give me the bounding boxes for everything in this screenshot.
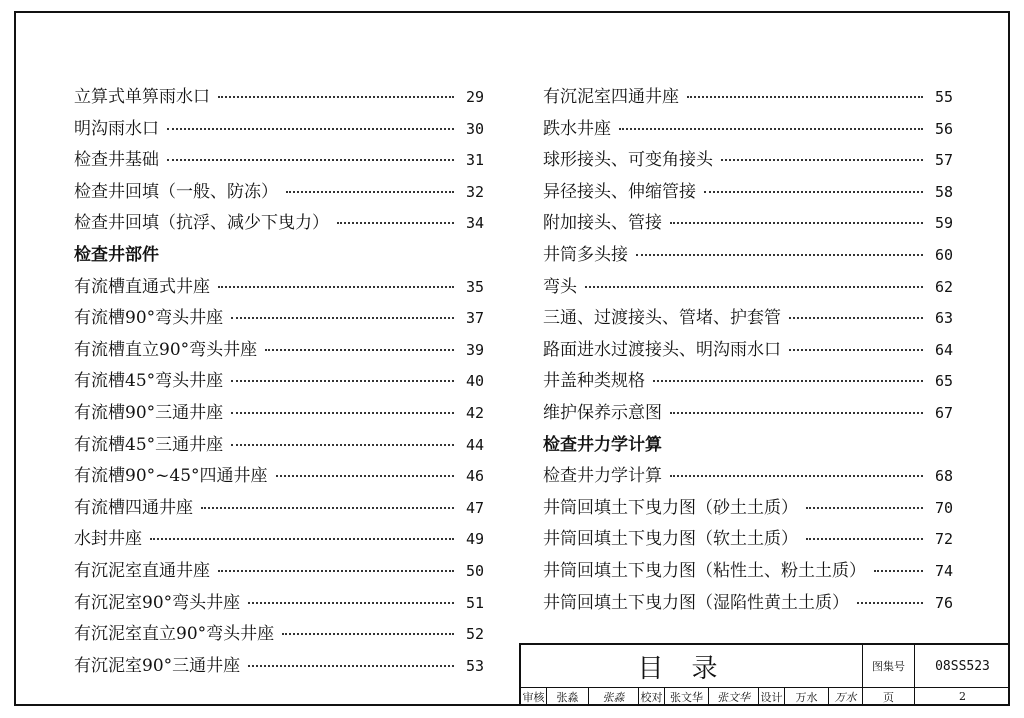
toc-entry bbox=[543, 493, 953, 525]
toc-entry bbox=[74, 114, 484, 146]
toc-entry-title: 有流槽45°三通井座 bbox=[74, 434, 224, 455]
toc-entry bbox=[74, 461, 484, 493]
designer-name: 万水 bbox=[785, 687, 829, 706]
toc-entry-title: 维护保养示意图 bbox=[543, 402, 662, 423]
toc-leader-dots bbox=[248, 665, 454, 667]
toc-entry-title: 检查井部件 bbox=[74, 244, 159, 265]
toc-entry-page: 47 bbox=[465, 498, 484, 517]
check-label: 校对 bbox=[639, 687, 665, 706]
toc-leader-dots bbox=[806, 538, 923, 540]
toc-entry-page: 44 bbox=[465, 435, 484, 454]
toc-entry-page: 40 bbox=[465, 372, 484, 391]
toc-entry bbox=[74, 335, 484, 367]
title-block bbox=[519, 643, 1010, 706]
toc-entry-page: 65 bbox=[934, 372, 953, 391]
toc-leader-dots bbox=[286, 191, 454, 193]
toc-entry-page: 56 bbox=[934, 119, 953, 138]
designer-signature: 万水 bbox=[829, 687, 863, 706]
toc-entry-title: 有沉泥室90°三通井座 bbox=[74, 655, 241, 676]
toc-entry bbox=[543, 177, 953, 209]
toc-entry-page: 70 bbox=[934, 498, 953, 517]
toc-leader-dots bbox=[789, 349, 923, 351]
toc-entry bbox=[74, 366, 484, 398]
toc-entry bbox=[74, 272, 484, 304]
toc-entry bbox=[74, 651, 484, 683]
toc-entry-title: 有流槽直通式井座 bbox=[74, 276, 210, 297]
toc-leader-dots bbox=[167, 159, 454, 161]
toc-entry-title: 有流槽90°~45°四通井座 bbox=[74, 466, 268, 487]
toc-leader-dots bbox=[636, 254, 923, 256]
toc-entry bbox=[543, 461, 953, 493]
toc-leader-dots bbox=[585, 286, 923, 288]
toc-entry bbox=[74, 619, 484, 651]
toc-leader-dots bbox=[231, 412, 454, 414]
toc-entry-page: 67 bbox=[934, 403, 953, 422]
toc-leader-dots bbox=[231, 380, 454, 382]
toc-leader-dots bbox=[218, 570, 454, 572]
toc-entry-title: 井盖种类规格 bbox=[543, 371, 645, 392]
toc-leader-dots bbox=[248, 602, 454, 604]
toc-entry bbox=[543, 82, 953, 114]
toc-entry-title: 有流槽四通井座 bbox=[74, 497, 193, 518]
toc-entry-page: 62 bbox=[934, 277, 953, 296]
toc-entry bbox=[543, 208, 953, 240]
toc-entry-title: 检查井基础 bbox=[74, 150, 159, 171]
toc-entry-page: 49 bbox=[465, 530, 484, 549]
toc-leader-dots bbox=[218, 286, 454, 288]
toc-entry-page: 58 bbox=[934, 182, 953, 201]
toc-entry bbox=[543, 366, 953, 398]
toc-entry-page: 35 bbox=[465, 277, 484, 296]
toc-entry bbox=[543, 588, 953, 620]
toc-entry-title: 有流槽45°弯头井座 bbox=[74, 371, 224, 392]
toc-entry-title: 明沟雨水口 bbox=[74, 118, 159, 139]
toc-entry-page: 39 bbox=[465, 340, 484, 359]
toc-entry bbox=[74, 398, 484, 430]
toc-leader-dots bbox=[201, 507, 454, 509]
toc-entry-page: 74 bbox=[934, 561, 953, 580]
toc-entry-title: 检查井回填（抗浮、减少下曳力） bbox=[74, 213, 329, 234]
title-block-bottom-row bbox=[521, 687, 1010, 706]
toc-leader-dots bbox=[276, 475, 454, 477]
toc-entry-page: 59 bbox=[934, 214, 953, 233]
toc-leader-dots bbox=[857, 602, 923, 604]
toc-entry bbox=[543, 524, 953, 556]
toc-entry-title: 水封井座 bbox=[74, 529, 142, 550]
title-block-top-row bbox=[521, 645, 1010, 688]
toc-entry bbox=[543, 556, 953, 588]
toc-entry-page: 46 bbox=[465, 467, 484, 486]
toc-section-heading bbox=[74, 240, 484, 272]
page-title: 目录 bbox=[521, 645, 863, 687]
toc-entry-title: 有流槽90°弯头井座 bbox=[74, 308, 224, 329]
toc-entry-page: 55 bbox=[934, 88, 953, 106]
toc-entry-title: 有沉泥室直立90°弯头井座 bbox=[74, 624, 275, 645]
toc-entry bbox=[74, 430, 484, 462]
toc-leader-dots bbox=[653, 380, 923, 382]
toc-leader-dots bbox=[167, 128, 454, 130]
toc-leader-dots bbox=[670, 475, 923, 477]
toc-entry-page: 34 bbox=[465, 214, 484, 233]
toc-leader-dots bbox=[687, 96, 923, 98]
design-label: 设计 bbox=[759, 687, 785, 706]
toc-entry bbox=[74, 493, 484, 525]
toc-entry-title: 井筒回填土下曳力图（砂土土质） bbox=[543, 497, 798, 518]
reviewer-name: 张淼 bbox=[547, 687, 589, 706]
toc-entry bbox=[74, 208, 484, 240]
toc-entry bbox=[543, 303, 953, 335]
toc-entry-title: 检查井力学计算 bbox=[543, 434, 662, 455]
toc-entry-title: 井筒多头接 bbox=[543, 244, 628, 265]
toc-entry bbox=[74, 177, 484, 209]
toc-leader-dots bbox=[231, 444, 454, 446]
toc-leader-dots bbox=[231, 317, 454, 319]
toc-entry-page: 52 bbox=[465, 625, 484, 644]
toc-entry-title: 有沉泥室90°弯头井座 bbox=[74, 592, 241, 613]
checker-signature: 张文华 bbox=[709, 687, 759, 706]
checker-name: 张文华 bbox=[665, 687, 709, 706]
toc-entry-page: 50 bbox=[465, 561, 484, 580]
toc-leader-dots bbox=[670, 412, 923, 414]
toc-entry-title: 井筒回填土下曳力图（软土土质） bbox=[543, 529, 798, 550]
toc-leader-dots bbox=[704, 191, 923, 193]
toc-entry-page: 68 bbox=[934, 467, 953, 486]
toc-entry-page: 29 bbox=[465, 88, 484, 106]
toc-entry-title: 三通、过渡接头、管堵、护套管 bbox=[543, 308, 781, 329]
toc-entry-page: 60 bbox=[934, 245, 953, 264]
toc-leader-dots bbox=[806, 507, 923, 509]
toc-entry-title: 球形接头、可变角接头 bbox=[543, 150, 713, 171]
toc-entry-title: 井筒回填土下曳力图（湿陷性黄土土质） bbox=[543, 592, 849, 613]
toc-entry bbox=[543, 145, 953, 177]
toc-entry bbox=[74, 303, 484, 335]
toc-entry-page: 31 bbox=[465, 151, 484, 170]
atlas-number: 08SS523 bbox=[935, 658, 990, 674]
toc-leader-dots bbox=[619, 128, 923, 130]
review-label: 审核 bbox=[521, 687, 547, 706]
toc-leader-dots bbox=[218, 96, 454, 98]
toc-leader-dots bbox=[150, 538, 454, 540]
toc-entry-title: 路面进水过渡接头、明沟雨水口 bbox=[543, 339, 781, 360]
toc-entry-page: 51 bbox=[465, 593, 484, 612]
toc-entry bbox=[74, 556, 484, 588]
toc-entry-title: 有流槽直立90°弯头井座 bbox=[74, 339, 258, 360]
toc-entry-page: 57 bbox=[934, 151, 953, 170]
toc-right-column bbox=[543, 82, 953, 619]
toc-entry-page: 63 bbox=[934, 309, 953, 328]
toc-entry-page: 76 bbox=[934, 593, 953, 612]
toc-entry bbox=[74, 82, 484, 114]
reviewer-signature: 张淼 bbox=[589, 687, 639, 706]
toc-entry-page: 42 bbox=[465, 403, 484, 422]
toc-entry bbox=[543, 335, 953, 367]
toc-entry-page: 64 bbox=[934, 340, 953, 359]
toc-entry-page: 32 bbox=[465, 182, 484, 201]
toc-entry-page: 53 bbox=[465, 656, 484, 675]
atlas-number-label: 图集号 bbox=[863, 645, 915, 687]
toc-entry-title: 跌水井座 bbox=[543, 118, 611, 139]
toc-entry-title: 立算式单箅雨水口 bbox=[74, 87, 210, 107]
toc-entry bbox=[74, 588, 484, 620]
toc-entry bbox=[74, 524, 484, 556]
toc-leader-dots bbox=[874, 570, 923, 572]
toc-entry-title: 有沉泥室四通井座 bbox=[543, 87, 679, 107]
toc-left-column bbox=[74, 82, 484, 682]
toc-leader-dots bbox=[337, 222, 454, 224]
toc-leader-dots bbox=[721, 159, 923, 161]
toc-entry-title: 有流槽90°三通井座 bbox=[74, 402, 224, 423]
toc-leader-dots bbox=[265, 349, 454, 351]
toc-entry-title: 有沉泥室直通井座 bbox=[74, 560, 210, 581]
toc-entry-title: 井筒回填土下曳力图（粘性土、粉土土质） bbox=[543, 560, 866, 581]
toc-entry-title: 检查井力学计算 bbox=[543, 466, 662, 487]
toc-entry bbox=[543, 398, 953, 430]
toc-entry bbox=[543, 272, 953, 304]
toc-entry bbox=[74, 145, 484, 177]
toc-section-heading bbox=[543, 430, 953, 462]
toc-entry-title: 附加接头、管接 bbox=[543, 213, 662, 234]
toc-entry-title: 弯头 bbox=[543, 276, 577, 297]
toc-entry-page: 30 bbox=[465, 119, 484, 138]
toc-leader-dots bbox=[789, 317, 923, 319]
toc-leader-dots bbox=[282, 633, 454, 635]
toc-entry-title: 异径接头、伸缩管接 bbox=[543, 181, 696, 202]
page-label: 页 bbox=[863, 687, 915, 706]
toc-entry bbox=[543, 240, 953, 272]
toc-entry-title: 检查井回填（一般、防冻） bbox=[74, 181, 278, 202]
toc-entry-page: 72 bbox=[934, 530, 953, 549]
toc-leader-dots bbox=[670, 222, 923, 224]
toc-entry bbox=[543, 114, 953, 146]
toc-entry-page: 37 bbox=[465, 309, 484, 328]
page-number: 2 bbox=[959, 690, 966, 703]
